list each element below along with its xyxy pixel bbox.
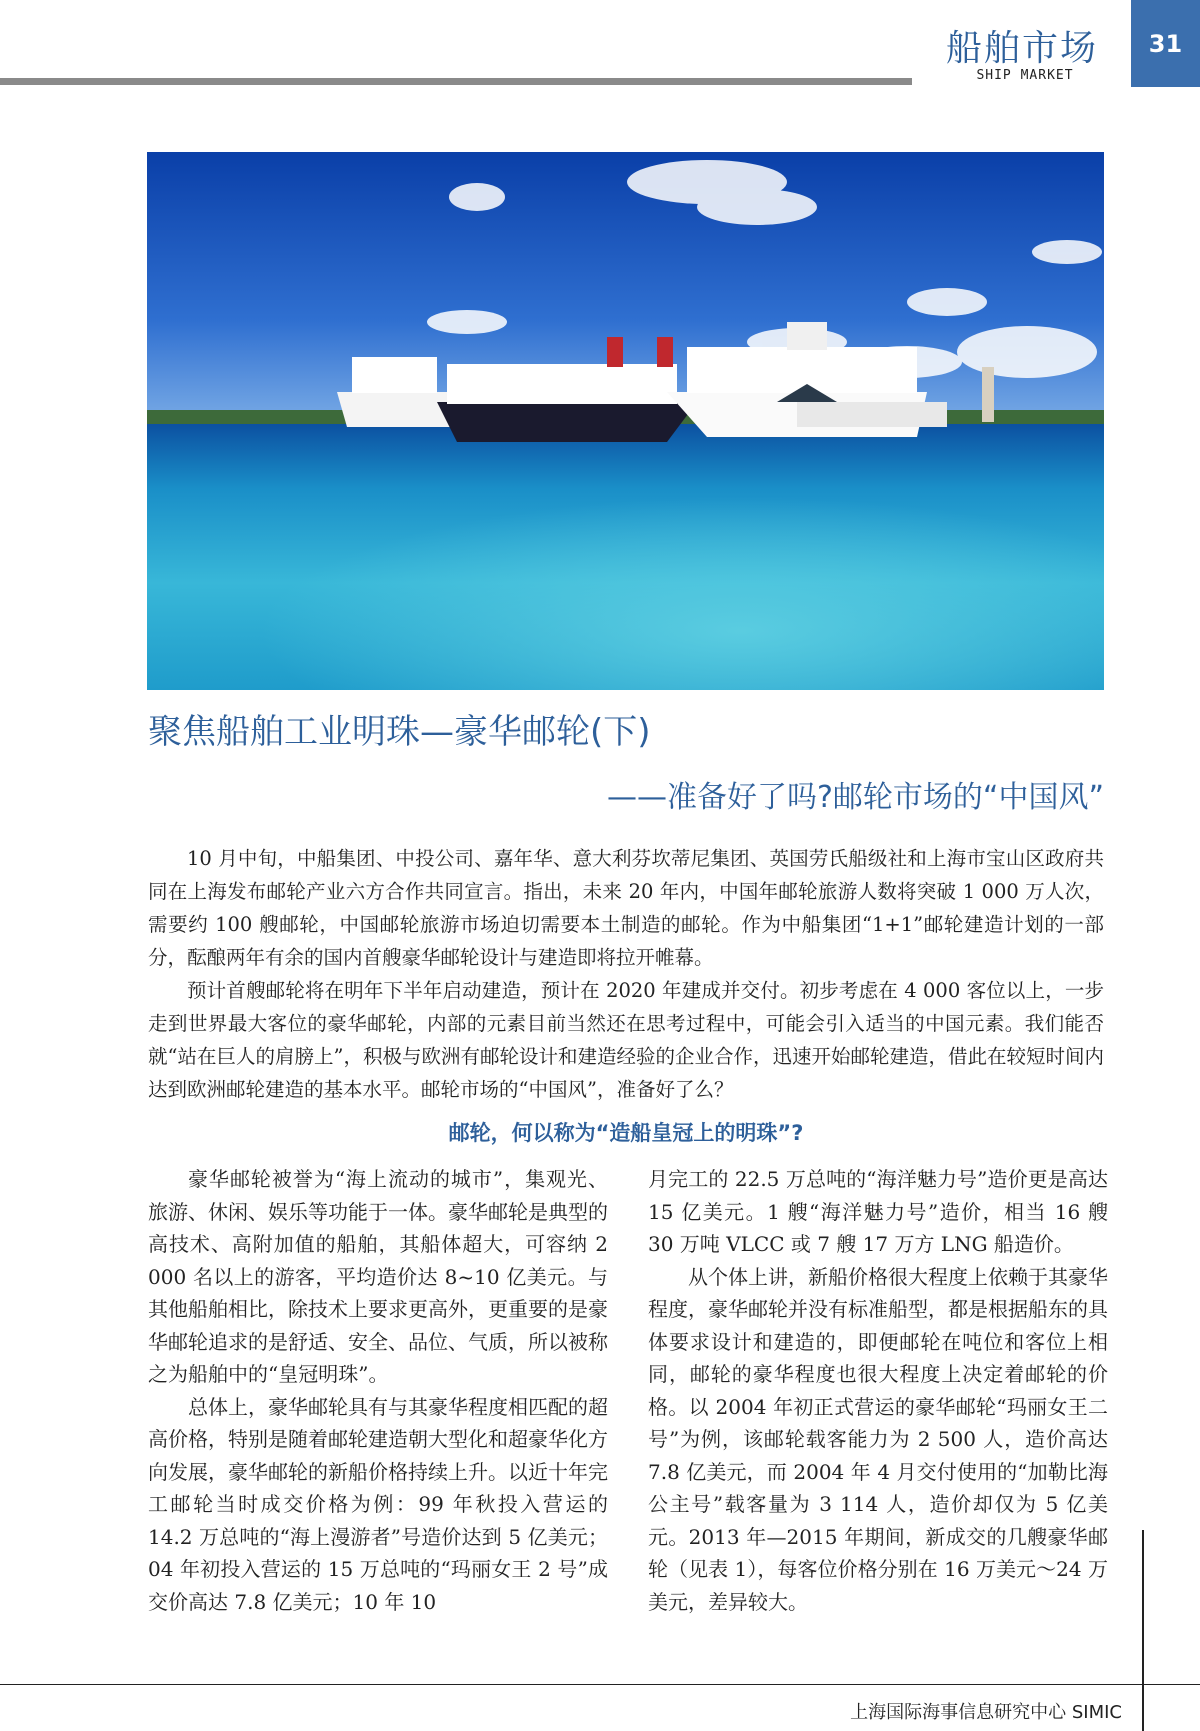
side-rule [1142, 1530, 1144, 1731]
page-number: 31 [1131, 0, 1200, 87]
article-title: 聚焦船舶工业明珠—豪华邮轮(下) [148, 712, 651, 752]
footer-rule [0, 1684, 1200, 1685]
section-subtitle: SHIP MARKET [976, 68, 1074, 83]
section-title: 船舶市场 [945, 28, 1098, 69]
body-paragraph: 豪华邮轮被誉为“海上流动的城市”，集观光、旅游、休闲、娱乐等功能于一体。豪华邮轮是典型的高技术、高附加值的船舶，其船体超大，可容纳 2 000 名以上的游客，平均造价达 8~10 亿美元。与其他船舶相比，除技术上要求更高外，更重要的是豪华邮轮追求的是舒适、安全、品位、气质，所以被称之为船舶中的“皇冠明珠”。 [148, 1167, 608, 1386]
footer-text: 上海国际海事信息研究中心 SIMIC [850, 1702, 1122, 1723]
intro-paragraph: 10 月中旬，中船集团、中投公司、嘉年华、意大利芬坎蒂尼集团、英国劳氏船级社和上海市宝山区政府共同在上海发布邮轮产业六方合作共同宣言。指出，未来 20 年内，中国年邮轮旅游人数将突破 1 000 万人次，需要约 100 艘邮轮，中国邮轮旅游市场迫切需要本土制造的邮轮。作为中船集团“1+1”邮轮建造计划的一部分，酝酿两年有余的国内首艘豪华邮轮设计与建造即将拉开帷幕。 [148, 847, 1104, 969]
header-rule [0, 78, 912, 85]
body-paragraph: 从个体上讲，新船价格很大程度上依赖于其豪华程度，豪华邮轮并没有标准船型，都是根据船东的具体要求设计和建造的，即便邮轮在吨位和客位上相同，邮轮的豪华程度也很大程度上决定着邮轮的价格。以 2004 年初正式营运的豪华邮轮“玛丽女王二号”为例，该邮轮载客能力为 2 500 人，造价高达 7.8 亿美元，而 2004 年 4 月交付使用的“加勒比海公主号”载客量为 3 114 人，造价却仅为 5 亿美元。2013 年—2015 年期间，新成交的几艘豪华邮轮（见表 1），每客位价格分别在 16 万美元～24 万美元，差异较大。 [648, 1264, 1108, 1614]
section-heading: 邮轮，何以称为“造船皇冠上的明珠”? [448, 1121, 804, 1145]
left-column [148, 1163, 608, 1618]
photo-illustration [147, 152, 1104, 690]
article-subtitle: ——准备好了吗?邮轮市场的“中国风” [606, 780, 1104, 815]
intro-paragraph: 预计首艘邮轮将在明年下半年启动建造，预计在 2020 年建成并交付。初步考虑在 4 000 客位以上，一步走到世界最大客位的豪华邮轮，内部的元素目前当然还在思考过程中，可能会引入适当的中国元素。我们能否就“站在巨人的肩膀上”，积极与欧洲有邮轮设计和建造经验的企业合作，迅速开始邮轮建造，借此在较短时间内达到欧洲邮轮建造的基本水平。邮轮市场的“中国风”，准备好了么？ [148, 979, 1104, 1101]
right-column [648, 1163, 1108, 1618]
body-paragraph: 总体上，豪华邮轮具有与其豪华程度相匹配的超高价格，特别是随着邮轮建造朝大型化和超豪华化方向发展，豪华邮轮的新船价格持续上升。以近十年完工邮轮当时成交价格为例：99 年秋投入营运的 14.2 万总吨的“海上漫游者”号造价达到 5 亿美元；04 年初投入营运的 15 万总吨的“玛丽女王 2 号”成交价高达 7.8 亿美元；10 年 10 [148, 1394, 608, 1614]
body-paragraph: 月完工的 22.5 万总吨的“海洋魅力号”造价更是高达 15 亿美元。1 艘“海洋魅力号”造价，相当 16 艘 30 万吨 VLCC 或 7 艘 17 万方 LNG 船造价。 [648, 1167, 1108, 1256]
cruise-ships-photo [147, 152, 1104, 690]
intro-section [148, 842, 1104, 1106]
